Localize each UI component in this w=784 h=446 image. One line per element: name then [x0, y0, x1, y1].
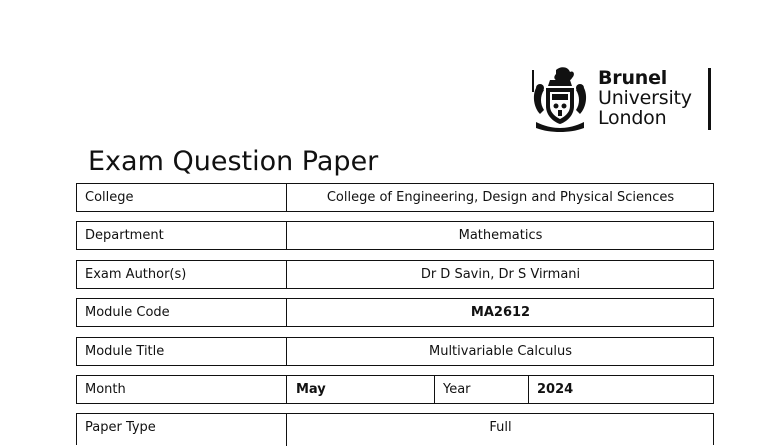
- row-college: [76, 183, 714, 212]
- module-title-label: Module Title: [85, 344, 165, 359]
- logo-line-brunel: Brunel: [598, 67, 668, 89]
- college-label: College: [85, 190, 134, 205]
- cell-divider: [286, 376, 287, 403]
- month-label: Month: [85, 382, 126, 397]
- row-module-title: [76, 337, 714, 366]
- row-module-code: [76, 298, 714, 327]
- cell-divider: [286, 184, 287, 211]
- university-logo: [530, 66, 714, 132]
- coat-of-arms-icon: [530, 66, 590, 132]
- department-label: Department: [85, 228, 164, 243]
- cell-divider: [286, 261, 287, 288]
- cell-divider: [286, 222, 287, 249]
- exam-authors-label: Exam Author(s): [85, 267, 187, 282]
- row-paper-type: [76, 413, 714, 445]
- row-exam-authors: [76, 260, 714, 289]
- module-code-label: Module Code: [85, 305, 170, 320]
- university-wordmark: [598, 68, 706, 132]
- logo-line-london: London: [598, 107, 667, 129]
- exam-authors-value: Dr D Savin, Dr S Virmani: [420, 267, 581, 282]
- logo-line-university: University: [598, 87, 692, 109]
- module-code-value: MA2612: [470, 305, 531, 320]
- row-month-year: [76, 375, 714, 404]
- cell-divider: [434, 376, 435, 403]
- department-value: Mathematics: [458, 228, 543, 243]
- cell-divider: [286, 338, 287, 365]
- logo-divider-bar: [708, 68, 711, 130]
- cell-divider: [286, 299, 287, 326]
- module-title-value: Multivariable Calculus: [428, 344, 573, 359]
- cell-divider: [286, 414, 287, 446]
- cell-divider: [528, 376, 529, 403]
- paper-type-label: Paper Type: [85, 420, 156, 435]
- year-label: Year: [443, 382, 471, 397]
- year-value: 2024: [537, 382, 574, 397]
- paper-type-value: Full: [489, 420, 512, 435]
- row-department: [76, 221, 714, 250]
- college-value: College of Engineering, Design and Physical Sciences: [326, 190, 675, 205]
- page-title: Exam Question Paper: [88, 146, 379, 177]
- month-value: May: [296, 382, 326, 397]
